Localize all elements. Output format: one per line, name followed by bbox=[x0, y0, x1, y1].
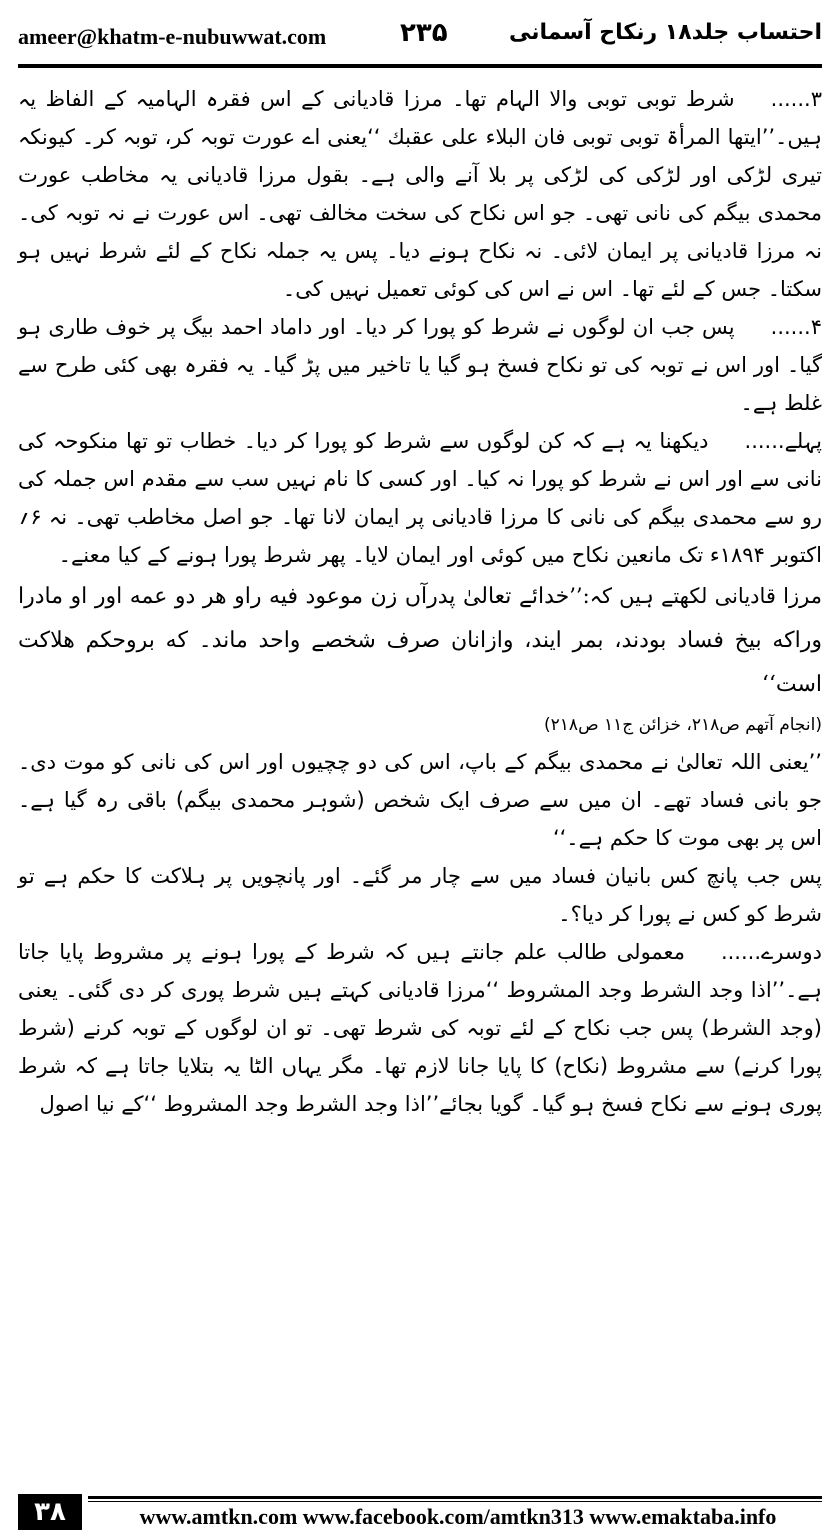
paragraph-second bbox=[18, 933, 822, 1123]
header-rule bbox=[18, 64, 822, 68]
paragraph-number: ۴...... bbox=[770, 315, 822, 339]
paragraph-first bbox=[18, 422, 822, 574]
page-footer bbox=[18, 1494, 822, 1534]
header-page-number: ۲۳۵ bbox=[400, 18, 448, 48]
paragraph-number: پہلے...... bbox=[744, 429, 822, 453]
translation: ’’یعنی اللہ تعالیٰ نے محمدی بیگم کے باپ، اس کی دو چچیوں اور اس کی نانی کو موت دی۔ جو بانی فساد تھے۔ ان میں سے صرف ایک شخص (شوہر محمدی بیگم) باقی رہ گیا ہے۔ اس پر بھی موت کا حکم ہے۔‘‘ bbox=[18, 750, 822, 850]
persian-quote: خدائے تعالیٰ پدرآں زن موعود فیه راو هر دو عمه اور او مادرا وراکه بیخ فساد بودند، بمر ایند، وازانان صرف شخصے واحد ماند۔ که بروحکم هلاکت است‘‘ bbox=[18, 584, 822, 697]
reference: (انجام آتھم ص۲۱۸، خزائن ج۱۱ ص۲۱۸) bbox=[544, 715, 822, 735]
paragraph-text: معمولی طالب علم جانتے ہیں کہ شرط کے پورا ہونے پر مشروط پایا جاتا ہے۔’’اذا وجد الشرط وجد المشروط ‘‘مرزا قادیانی کہتے ہیں شرط پوری کر دی گئی۔ یعنی (وجد الشرط) پس جب نکاح کے لئے توبہ کی شرط تھی۔ تو ان لوگوں کے توبہ کرنے (شرط پورا کرنے) سے مشروط (نکاح) کا پایا جانا لازم تھا۔ مگر یہاں الٹا یہ بتلایا جاتا ہے کہ شرط پوری ہونے سے نکاح فسخ ہو گیا۔ گویا بجائے’’اذا وجد الشرط وجد المشروط ‘‘کے نیا اصول bbox=[18, 940, 822, 1116]
paragraph-number: دوسرے...... bbox=[720, 940, 822, 964]
paragraph-text: پس جب ان لوگوں نے شرط کو پورا کر دیا۔ اور داماد احمد بیگ پر خوف طاری ہو گیا۔ اور اس نے توبہ کی تو نکاح فسخ ہو گیا یا تاخیر میں پڑ گیا۔ یہ فقرہ بھی کئی طرح سے غلط ہے۔ bbox=[18, 315, 822, 415]
footer-rule-thin bbox=[88, 1501, 822, 1502]
paragraph-text: شرط توبی توبی والا الہام تھا۔ مرزا قادیانی کے اس فقرہ الہامیہ کے الفاظ یہ ہیں۔’’ایتھا المرأۃ توبی توبی فان البلاء علی عقبك ‘‘یعنی اے عورت توبہ کر، توبہ کر۔ کیونکہ تیری لڑکی اور لڑکی کی لڑکی پر بلا آنے والی ہے۔ بقول مرزا قادیانی یہ مخاطب عورت محمدی بیگم کی نانی تھی۔ جو اس نکاح کی سخت مخالف تھی۔ اس عورت نے نہ توبہ کی۔ نہ مرزا قادیانی پر ایمان لائی۔ نہ نکاح ہونے دیا۔ پس یہ جملہ نکاح کے لئے شرط نہیں ہو سکتا۔ جس کے لئے تھا۔ اس نے اس کی کوئی تعمیل نہیں کی۔ bbox=[18, 87, 822, 301]
header-title: احتساب جلد۱۸ رنکاح آسمانی bbox=[508, 20, 822, 45]
page-content bbox=[18, 80, 822, 1123]
footer-links[interactable]: www.amtkn.com www.facebook.com/amtkn313 www.emaktaba.info bbox=[139, 1504, 777, 1529]
paragraph-4 bbox=[18, 308, 822, 422]
paragraph-after: پس جب پانچ کس بانیان فساد میں سے چار مر گئے۔ اور پانچویں پر ہلاکت کا حکم ہے تو شرط کو کس نے پورا کر دیا؟۔ bbox=[18, 864, 822, 926]
persian-quote-block bbox=[18, 574, 822, 707]
footer-rule bbox=[88, 1496, 822, 1499]
page-header bbox=[18, 18, 822, 58]
header-email: ameer@khatm-e-nubuwwat.com bbox=[18, 24, 327, 49]
paragraph-text: دیکھنا یہ ہے کہ کن لوگوں سے شرط کو پورا کر دیا۔ خطاب تو تھا منکوحہ کی نانی سے اور اس نے شرط کو پورا نہ کیا۔ اور کسی کا نام نہیں سب سے مقدم اس جملہ کی رو سے محمدی بیگم کی نانی کا مرزا قادیانی پر ایمان لانا تھا۔ جو اصل مخاطب تھی۔ نہ ۶؍ اکتوبر ۱۸۹۴ء تک مانعین نکاح میں کوئی اور ایمان لایا۔ پھر شرط پورا ہونے کے کیا معنے۔ bbox=[18, 429, 822, 567]
paragraph-3 bbox=[18, 80, 822, 308]
footer-page-number: ۳۸ bbox=[18, 1494, 82, 1530]
paragraph-number: ۳...... bbox=[770, 87, 822, 111]
quote-intro: مرزا قادیانی لکھتے ہیں کہ:’’ bbox=[569, 584, 822, 608]
